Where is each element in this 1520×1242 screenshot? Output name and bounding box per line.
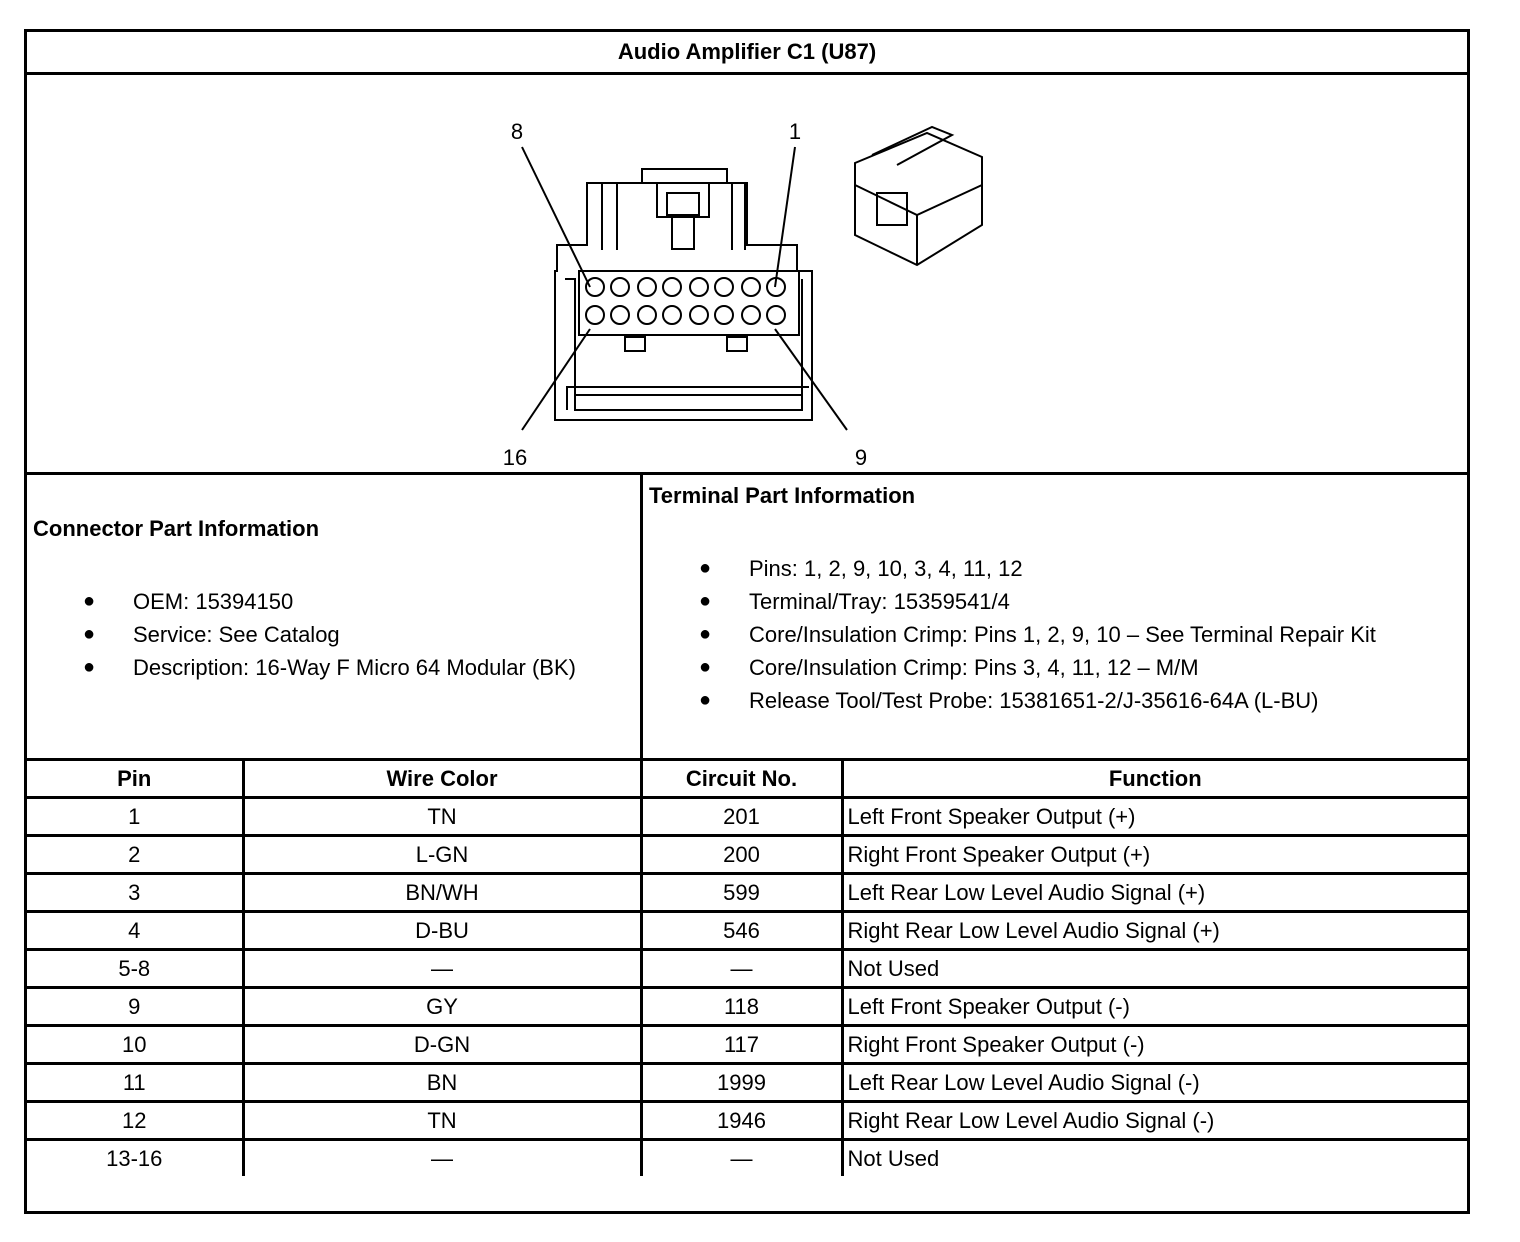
terminal-cavity (767, 306, 785, 324)
cell-function: Left Rear Low Level Audio Signal (-) (842, 1064, 1467, 1102)
pinout-table (27, 761, 1467, 1176)
column-header-circuit: Circuit No. (641, 761, 842, 798)
cell-circuit: 201 (641, 798, 842, 836)
cell-wire-color: D-BU (243, 912, 641, 950)
cell-wire-color: D-GN (243, 1026, 641, 1064)
cell-pin: 1 (27, 798, 243, 836)
cell-function: Not Used (842, 1140, 1467, 1177)
terminal-cavity (586, 306, 604, 324)
terminal-cavity (663, 278, 681, 296)
table-row (27, 836, 1467, 874)
cell-wire-color: BN (243, 1064, 641, 1102)
column-header-function: Function (842, 761, 1467, 798)
pin-label-1: 1 (788, 119, 802, 144)
table-row (27, 950, 1467, 988)
cell-pin: 4 (27, 912, 243, 950)
terminal-cavity (742, 306, 760, 324)
cell-pin: 11 (27, 1064, 243, 1102)
terminal-cavity (715, 278, 733, 296)
cell-circuit: 200 (641, 836, 842, 874)
cell-wire-color: L-GN (243, 836, 641, 874)
cell-wire-color: BN/WH (243, 874, 641, 912)
cell-wire-color: — (243, 1140, 641, 1177)
cell-pin: 9 (27, 988, 243, 1026)
terminal-cavity (690, 278, 708, 296)
terminal-cavity (638, 306, 656, 324)
table-row (27, 874, 1467, 912)
table-row (27, 1064, 1467, 1102)
terminal-cavity (611, 278, 629, 296)
page-title: Audio Amplifier C1 (U87) (617, 39, 877, 64)
column-header-wire-color: Wire Color (243, 761, 641, 798)
cell-wire-color: TN (243, 798, 641, 836)
table-row (27, 912, 1467, 950)
terminal-cavity (663, 306, 681, 324)
table-row (27, 988, 1467, 1026)
cell-pin: 3 (27, 874, 243, 912)
cell-circuit: 1946 (641, 1102, 842, 1140)
terminal-cavity (586, 278, 604, 296)
latch (642, 169, 727, 183)
cell-wire-color: TN (243, 1102, 641, 1140)
cell-pin: 12 (27, 1102, 243, 1140)
cell-circuit: 599 (641, 874, 842, 912)
connector-iso-view (855, 127, 982, 265)
cell-function: Not Used (842, 950, 1467, 988)
cell-function: Right Rear Low Level Audio Signal (-) (842, 1102, 1467, 1140)
table-row (27, 1140, 1467, 1177)
cell-circuit: 118 (641, 988, 842, 1026)
connector-diagram (27, 75, 1467, 472)
cell-circuit: 1999 (641, 1064, 842, 1102)
terminal-info-heading: Terminal Part Information (649, 483, 916, 508)
pin-label-8: 8 (510, 119, 524, 144)
table-row (27, 798, 1467, 836)
divider (27, 472, 1467, 475)
cell-circuit: 546 (641, 912, 842, 950)
divider (640, 475, 643, 761)
column-header-pin: Pin (27, 761, 243, 798)
terminal-cavity (715, 306, 733, 324)
cell-function: Left Front Speaker Output (-) (842, 988, 1467, 1026)
connector-outline (555, 183, 812, 420)
cell-wire-color: GY (243, 988, 641, 1026)
table-row (27, 1026, 1467, 1064)
connector-sheet: Audio Amplifier C1 (U87) 8 1 16 9 Connector Part Information ● OEM: 15394150 ● Service: See Catalog ● Description: 16-Way F Micro 64 Modular (BK) Terminal Part Information ● Pins: 1, 2, 9, 10, 3, 4, 11, 12 ● Terminal/Tray: 15359541/4 ● Core/Insulation Crimp: Pins 1, 2, 9, 10 – See Terminal Repair Kit ● Core/Insulation Crimp: Pins 3, 4, 11, 12 – M/M ● Release Tool/Test Probe: 15381651-2/J-35616-64A (L-BU) Pin Wire Color Circuit No. Function 1 TN 201 Left Front Speaker Output (+) 2 L-GN 200 Right Front Speaker Output (+) 3 BN/WH 599 Left Rear Low Level Audio Signal (+) 4 D-BU 546 Right Rear Low Level Audio Signal (+) 5-8 — — Not Used 9 GY 118 Left Front Speaker Output (-) 10 D-GN 117 Right Front Speaker Output (-) 11 BN 1999 Left Rear Low Level Audio Signal (-) 12 TN 1946 Right Rear Low Level Audio Signal (-) 13-16 — — Not Used (24, 29, 1470, 1214)
cell-function: Left Front Speaker Output (+) (842, 798, 1467, 836)
cell-function: Left Rear Low Level Audio Signal (+) (842, 874, 1467, 912)
connector-info-heading: Connector Part Information (33, 516, 320, 541)
cell-circuit: — (641, 950, 842, 988)
terminal-cavity (742, 278, 760, 296)
cell-pin: 10 (27, 1026, 243, 1064)
table-row (27, 1102, 1467, 1140)
cell-function: Right Rear Low Level Audio Signal (+) (842, 912, 1467, 950)
cell-wire-color: — (243, 950, 641, 988)
cell-function: Right Front Speaker Output (+) (842, 836, 1467, 874)
cell-pin: 13-16 (27, 1140, 243, 1177)
cell-pin: 2 (27, 836, 243, 874)
pin-label-9: 9 (854, 445, 868, 470)
terminal-cavity (638, 278, 656, 296)
terminal-cavity (611, 306, 629, 324)
table-header-row (27, 761, 1467, 798)
cell-circuit: — (641, 1140, 842, 1177)
cell-function: Right Front Speaker Output (-) (842, 1026, 1467, 1064)
cell-pin: 5-8 (27, 950, 243, 988)
terminal-cavity (690, 306, 708, 324)
cell-circuit: 117 (641, 1026, 842, 1064)
pin-label-16: 16 (502, 445, 528, 470)
